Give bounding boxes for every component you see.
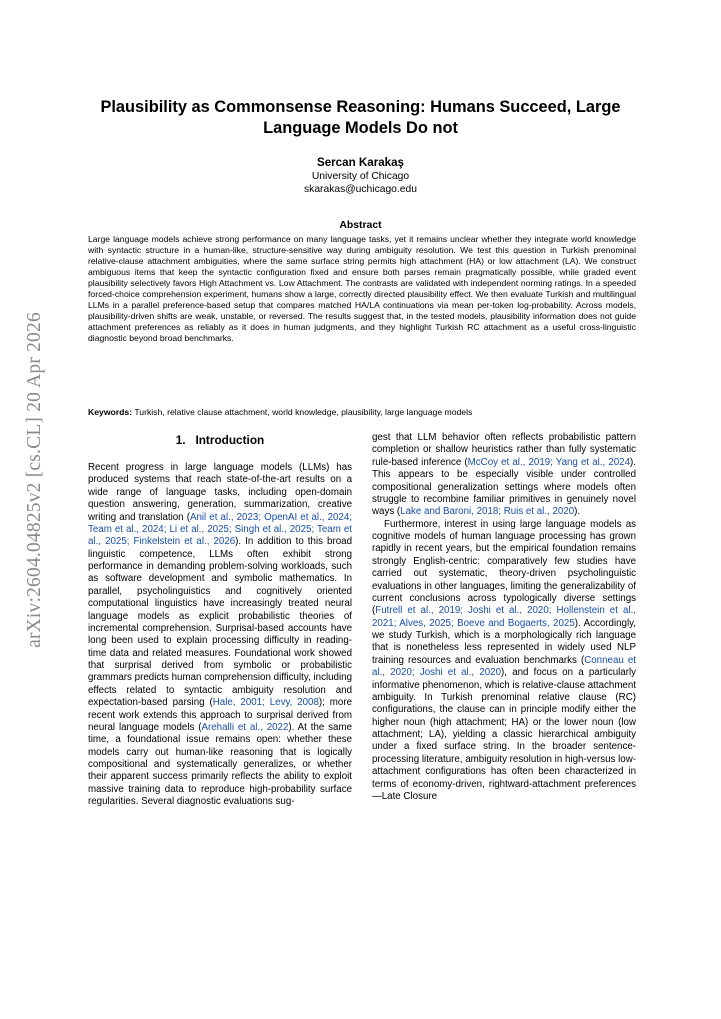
author-name: Sercan Karakaş	[316, 156, 404, 169]
citation-link[interactable]: Conneau et al., 2020; Joshi et al., 2020	[372, 654, 636, 679]
arxiv-stamp: arXiv:2604.04825v2 [cs.CL] 20 Apr 2026	[24, 312, 45, 648]
paper-title: Plausibility as Commonsense Reasoning: Humans Succeed, Large Language Models Do not	[100, 98, 621, 137]
citation-link[interactable]: Anil et al., 2023; OpenAI et al., 2024; Team et al., 2024; Li et al., 2025; Singh et al., 2025; Team et al., 2025; Finkelstein et al., 2026	[88, 511, 352, 548]
intro-paragraph-1-cont: gest that LLM behavior often reflects probabilistic pattern completion or shallow heuristics rather than fully systematic rule-based inference (McCoy et al., 2019; Yang et al., 2024). This appears to be especially visible under controlled compositional generalization settings where models often struggle to recombine familiar primitives in genuinely novel ways (Lake and Baroni, 2018; Ruis et al., 2020).	[372, 432, 636, 518]
section-title: Introduction	[195, 433, 265, 447]
intro-paragraph-2: Furthermore, interest in using large language models as cognitive models of human language processing has grown rapidly in recent years, but the empirical foundation remains strongly English-centric: comparatively few studies have carried out systematic, theory-driven psycholinguistic evaluations in other languages, limiting the generalizability of current conclusions across typologically diverse settings (Futrell et al., 2019; Joshi et al., 2020; Hollenstein et al., 2021; Alves, 2025; Boeve and Bogaerts, 2025). Accordingly, we study Turkish, which is a morphologically rich language that is nonetheless less represented in widely used NLP training resources and evaluation benchmarks (Conneau et al., 2020; Joshi et al., 2020), and focus on a particularly informative phenomenon, which is relative-clause attachment ambiguity. In Turkish prenominal relative clause (RC) configurations, the clause can in principle modify either the higher noun (high attachment; HA) or the lower noun (low attachment; LA), yielding a classic hierarchical ambiguity under a fixed surface string. In the broader sentence-processing literature, ambiguity resolution in high-versus low-attachment configurations has often been characterized in terms of economy-driven, rightward-attachment preferences—Late Closure	[372, 518, 637, 802]
citation-link[interactable]: Futrell et al., 2019; Joshi et al., 2020; Hollenstein et al., 2021; Alves, 2025; Boeve and Bogaerts, 2025	[372, 605, 636, 629]
abstract-text: Large language models achieve strong performance on many language tasks, yet it remains unclear whether they integrate world knowledge with syntactic structure in a human-like, structure-sensitive way during ambiguity resolution. We test this question in Turkish prenominal relative-clause attachment ambiguities, where the same surface string permits high attachment (HA) or low attachment (LA). We construct ambiguous items that keep the syntactic configuration fixed and ensure both parses remain pragmatically possible, while graded event plausibility selectively favors High Attachment vs. Low Attachment. The contrasts are validated with independent norming ratings. In a speeded forced-choice comprehension experiment, humans show a large, correctly directed plausibility effect. We then evaluate Turkish and multilingual LLMs in a parallel preference-based setup that compares matched HA/LA continuations via mean per-token log-probability. Across models, plausibility-driven shifts are weak, unstable, or reversed. The results suggest that, in the tested models, plausibility information does not guide attachment preferences as reliably as it does in human judgments, and they highlight Turkish RC attachment as a useful cross-linguistic diagnostic beyond broad benchmarks.	[88, 234, 636, 343]
citation-link[interactable]: Arehalli et al., 2022	[201, 721, 289, 733]
author-info	[80, 171, 641, 196]
author-affiliation: University of Chicago	[311, 171, 410, 182]
left-column	[88, 432, 352, 809]
section-number: 1.	[175, 433, 186, 447]
citation-link[interactable]: Lake and Baroni, 2018; Ruis et al., 2020	[400, 506, 575, 518]
keywords-text: Turkish, relative clause attachment, world knowledge, plausibility, large language models	[132, 407, 473, 417]
keywords-label: Keywords:	[88, 407, 133, 417]
intro-paragraph-1: Recent progress in large language models (LLMs) has produced systems that reach state-of-the-art results on a wide range of language tasks, including open-domain question answering, generation, summarization, creative writing and translation (Anil et al., 2023; OpenAI et al., 2024; Team et al., 2024; Li et al., 2025; Singh et al., 2025; Team et al., 2025; Finkelstein et al., 2026). In addition to this broad linguistic competence, LLMs often exhibit strong performance in demanding problem-solving workloads, such as software development and symbolic mathematics. In parallel, psycholinguistics and cognitively oriented computational linguistics have increasingly treated neural language models as explicit probabilistic theories of incremental comprehension. Surprisal-based accounts have long been used to explain processing difficulty in reading-time data and related measures. Foundational work showed that surprisal derived from symbolic or probabilistic grammars predicts human comprehension difficulty, including effects related to syntactic ambiguity resolution and expectation-based parsing (Hale, 2001; Levy, 2008); more recent work extends this approach to surprisal derived from neural language models (Arehalli et al., 2022). At the same time, a foundational issue remains open: whether these models carry out human-like reasoning that is logically compositional and systematically generalizes, or whether their apparent success primarily reflects the ability to exploit massive training data to reproduce high-probability surface regularities. Several diagnostic evaluations sug-	[88, 462, 353, 808]
keywords	[88, 407, 636, 417]
citation-link[interactable]: Hale, 2001; Levy, 2008	[212, 697, 319, 709]
right-column	[372, 432, 636, 803]
citation-link[interactable]: McCoy et al., 2019; Yang et al., 2024	[467, 456, 631, 468]
author-email[interactable]: skarakas@uchicago.edu	[304, 183, 417, 195]
abstract-heading: Abstract	[339, 220, 382, 231]
section-heading	[88, 432, 352, 448]
